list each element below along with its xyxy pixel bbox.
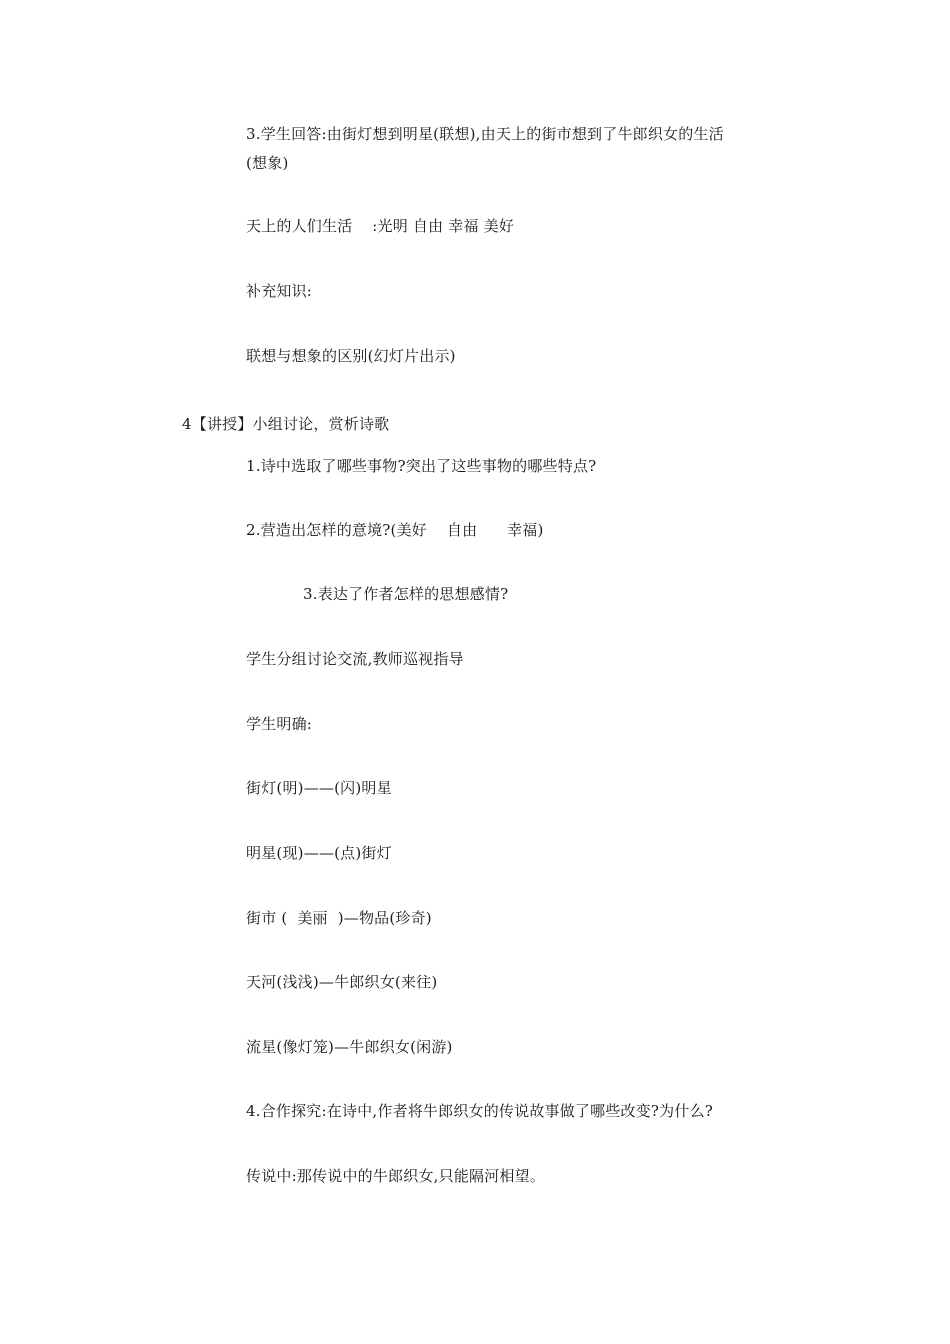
question-3: 3.表达了作者怎样的思想感情?	[303, 585, 509, 603]
answer-3-continuation: (想象)	[246, 154, 289, 172]
pair-market: 街市 ( 美丽 )—物品(珍奇)	[246, 909, 432, 927]
supplement-heading: 补充知识:	[246, 282, 313, 300]
pair-star: 明星(现)——(点)街灯	[246, 844, 392, 862]
pair-milkyway: 天河(浅浅)—牛郎织女(来往)	[246, 973, 438, 991]
question-2: 2.营造出怎样的意境?(美好 自由 幸福)	[246, 521, 544, 539]
section-4-heading: 4【讲授】小组讨论，赏析诗歌	[182, 415, 390, 433]
inquiry-4: 4.合作探究:在诗中,作者将牛郎织女的传说故事做了哪些改变?为什么?	[246, 1102, 714, 1120]
legend-line: 传说中:那传说中的牛郎织女,只能隔河相望。	[246, 1167, 546, 1185]
pair-streetlight: 街灯(明)——(闪)明星	[246, 779, 392, 797]
students-clarify: 学生明确:	[246, 715, 313, 733]
discussion-line: 学生分组讨论交流,教师巡视指导	[246, 650, 464, 668]
pair-meteor: 流星(像灯笼)—牛郎织女(闲游)	[246, 1038, 453, 1056]
heaven-life-line: 天上的人们生活 :光明 自由 幸福 美好	[246, 217, 515, 235]
answer-3-line: 3.学生回答:由街灯想到明星(联想),由天上的街市想到了牛郎织女的生活	[246, 125, 724, 143]
association-line: 联想与想象的区别(幻灯片出示)	[246, 347, 456, 365]
question-1: 1.诗中选取了哪些事物?突出了这些事物的哪些特点?	[246, 457, 597, 475]
